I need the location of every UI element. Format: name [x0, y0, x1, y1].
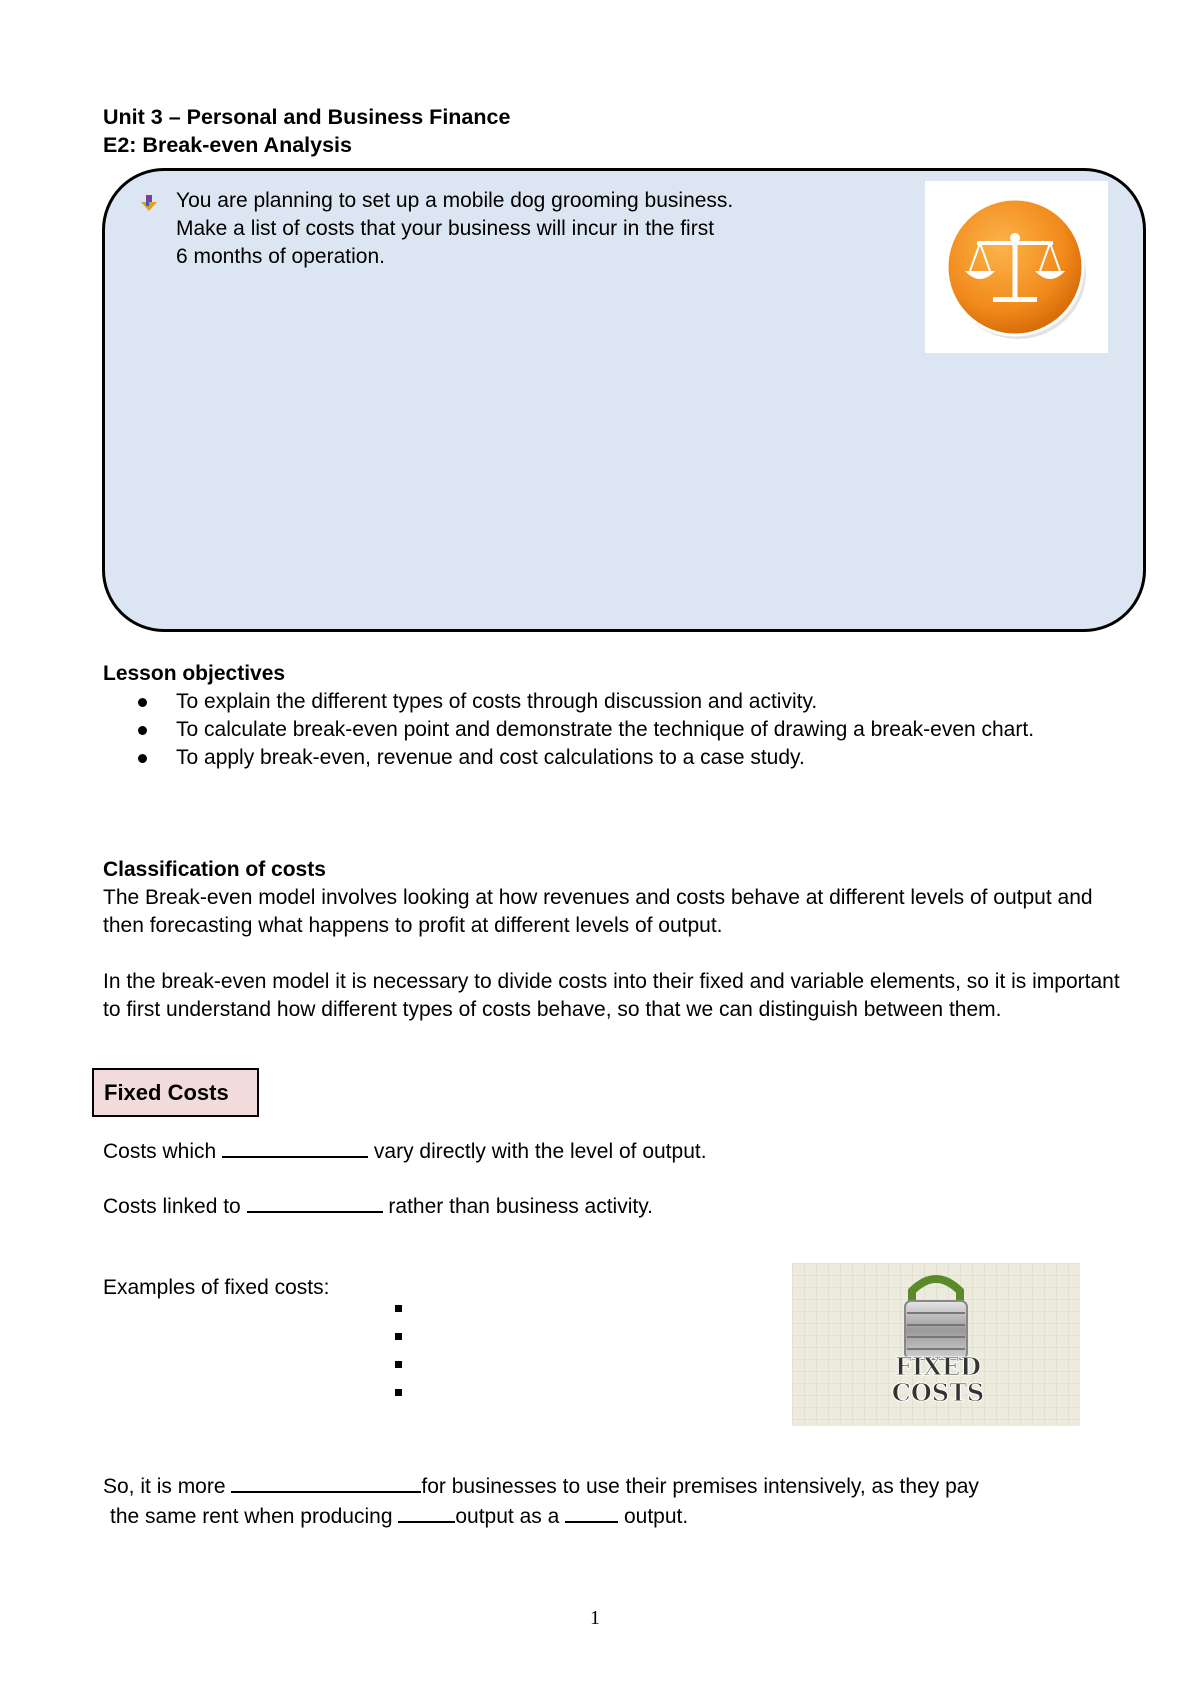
- square-bullet-icon: [395, 1333, 402, 1340]
- sentence-text: output.: [623, 1505, 689, 1528]
- square-bullet-icon: [395, 1305, 402, 1312]
- fill-in-sentence: [103, 1191, 653, 1221]
- sentence-text: the same rent when producing: [110, 1505, 393, 1528]
- fill-in-sentence: [103, 1136, 707, 1166]
- conclusion-sentence: [103, 1471, 1153, 1531]
- fixed-costs-image-text: COSTS: [891, 1378, 985, 1407]
- sentence-text: vary directly with the level of output.: [373, 1140, 707, 1163]
- paragraph: The Break-even model involves looking at how revenues and costs behave at different levels of output and then forecasting what happens to profit at different levels of output.: [103, 886, 1093, 937]
- task-instructions: [176, 187, 876, 271]
- fixed-costs-label: Fixed Costs: [104, 1080, 229, 1105]
- lesson-objectives: [103, 660, 1123, 772]
- balance-scales-icon: [925, 181, 1108, 353]
- objectives-heading: Lesson objectives: [103, 662, 286, 685]
- classification-section: [103, 856, 1123, 1024]
- sentence-text: rather than business activity.: [388, 1195, 653, 1218]
- objectives-list: [103, 688, 1123, 772]
- sentence-text: Costs which: [103, 1140, 217, 1163]
- answer-blank[interactable]: [398, 1501, 455, 1523]
- list-item: To calculate break-even point and demonstrate the technique of drawing a break-even chart.: [103, 716, 1123, 744]
- sentence-text: for businesses to use their premises intensively, as they pay: [421, 1475, 979, 1498]
- paragraph: In the break-even model it is necessary to divide costs into their fixed and variable elements, so it is important to first understand how different types of costs behave, so that we can distinguish between them.: [103, 970, 1120, 1021]
- examples-label: Examples of fixed costs:: [103, 1276, 330, 1299]
- task-line: 6 months of operation.: [176, 245, 385, 268]
- document-header: [103, 103, 510, 159]
- unit-title: Unit 3 – Personal and Business Finance: [103, 105, 511, 129]
- answer-blank[interactable]: [565, 1501, 618, 1523]
- fixed-costs-image: [792, 1263, 1080, 1426]
- examples-bullet-list: [395, 1305, 402, 1417]
- fixed-costs-label-box: [92, 1068, 259, 1117]
- classification-heading: Classification of costs: [103, 858, 326, 881]
- sentence-text: Costs linked to: [103, 1195, 241, 1218]
- fixed-costs-image-text: FIXED: [895, 1352, 981, 1381]
- answer-blank[interactable]: [247, 1191, 383, 1213]
- list-item: To explain the different types of costs through discussion and activity.: [103, 688, 1123, 716]
- sentence-text: So, it is more: [103, 1475, 226, 1498]
- square-bullet-icon: [395, 1389, 402, 1396]
- task-line: You are planning to set up a mobile dog grooming business.: [176, 189, 734, 212]
- answer-blank[interactable]: [222, 1136, 368, 1158]
- task-line: Make a list of costs that your business will incur in the first: [176, 217, 715, 240]
- page-number: 1: [590, 1607, 600, 1629]
- arrow-bullet-icon: [140, 192, 158, 210]
- list-item: To apply break-even, revenue and cost calculations to a case study.: [103, 744, 1123, 772]
- answer-blank[interactable]: [231, 1471, 421, 1493]
- square-bullet-icon: [395, 1361, 402, 1368]
- lesson-title: E2: Break-even Analysis: [103, 133, 352, 157]
- sentence-text: output as a: [455, 1505, 560, 1528]
